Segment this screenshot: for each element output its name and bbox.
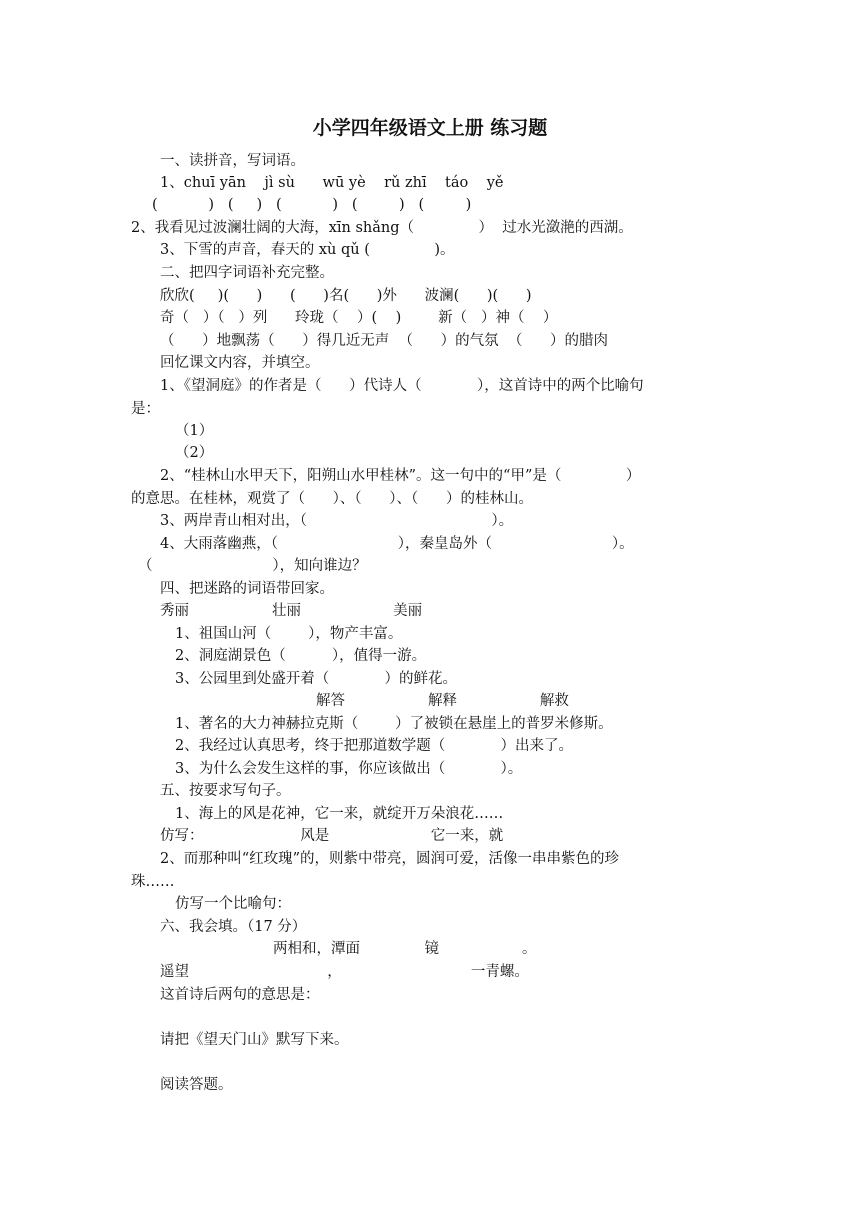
- section-heading: 二、把四字词语补充完整。: [160, 265, 334, 281]
- word-choices: 解答 解释 解救: [316, 693, 569, 709]
- question-line: 1、《望洞庭》的作者是（ ）代诗人（ ），这首诗中的两个比喻句: [160, 378, 644, 394]
- idiom-line: 欣欣( )( ) ( )名( )外 波澜( )( ): [160, 288, 532, 304]
- question-line: 2、我看见过波澜壮阔的大海，xīn shǎng（ ） 过水光潋滟的西湖。: [131, 220, 633, 236]
- question-line: 1、海上的风是花神，它一来，就绽开万朵浪花……: [175, 806, 504, 822]
- idiom-line: 奇（ ）（ ）列 玲珑（ ）( ) 新（ ）神（ ）: [160, 310, 558, 326]
- question-line: 2、我经过认真思考，终于把那道数学题（ ）出来了。: [175, 738, 574, 754]
- word-choices: 秀丽 壮丽 美丽: [160, 603, 423, 619]
- question-line: 2、而那种叫“红玫瑰”的，则紫中带亮，圆润可爱，活像一串串紫色的珍: [160, 851, 620, 867]
- question-line: 2、洞庭湖景色（ ），值得一游。: [175, 648, 427, 664]
- section-heading: 五、按要求写句子。: [160, 783, 291, 799]
- question-line: 仿写： 风是 它一来，就: [160, 828, 504, 844]
- section-heading: 回忆课文内容，并填空。: [160, 355, 320, 371]
- worksheet-title: 小学四年级语文上册 练习题: [312, 117, 548, 139]
- poem-line: 遥望 ， 一青螺。: [160, 964, 529, 980]
- section-heading: 一、读拼音，写词语。: [160, 153, 305, 169]
- question-line: 这首诗后两句的意思是：: [160, 987, 320, 1003]
- question-line: 3、两岸青山相对出，（ ）。: [160, 513, 514, 529]
- pinyin-line: 1、chuī yān jì sù wū yè rǔ zhī táo yě: [160, 175, 504, 191]
- question-line: 1、著名的大力神赫拉克斯（ ）了被锁在悬崖上的普罗米修斯。: [175, 716, 613, 732]
- question-line: 2、“桂林山水甲天下，阳朔山水甲桂林”。这一句中的“甲”是（ ）: [160, 468, 641, 484]
- question-line: （ ），知向谁边？: [138, 558, 367, 574]
- section-heading: 六、我会填。（17 分）: [160, 919, 307, 935]
- question-line: 的意思。在桂林，观赏了（ ）、（ ）、（ ）的桂林山。: [131, 491, 533, 507]
- answer-line: （1）: [175, 423, 214, 439]
- section-heading: 阅读答题。: [160, 1077, 233, 1093]
- question-line: 3、公园里到处盛开着（ ）的鲜花。: [175, 671, 458, 687]
- question-line: 仿写一个比喻句：: [175, 896, 291, 912]
- question-line: 3、为什么会发生这样的事，你应该做出（ ）。: [175, 761, 523, 777]
- section-heading: 四、把迷路的词语带回家。: [160, 581, 334, 597]
- question-line: 是：: [131, 401, 160, 417]
- question-line: 1、祖国山河（ ），物产丰富。: [175, 626, 403, 642]
- poem-line: 两相和，潭面 镜 。: [273, 941, 537, 957]
- answer-blanks: ( ) ( ) ( ) ( ) ( ): [152, 197, 472, 213]
- answer-line: （2）: [175, 445, 214, 461]
- question-line: 4、大雨落幽燕，（ ），秦皇岛外（ ）。: [160, 536, 634, 552]
- question-line: 3、下雪的声音，春天的 xù qǔ ( )。: [160, 242, 455, 258]
- idiom-line: （ ）地飘荡（ ）得几近无声 （ ）的气氛 （ ）的腊肉: [160, 333, 609, 349]
- question-line: 珠……: [131, 874, 175, 890]
- question-line: 请把《望天门山》默写下来。: [160, 1032, 349, 1048]
